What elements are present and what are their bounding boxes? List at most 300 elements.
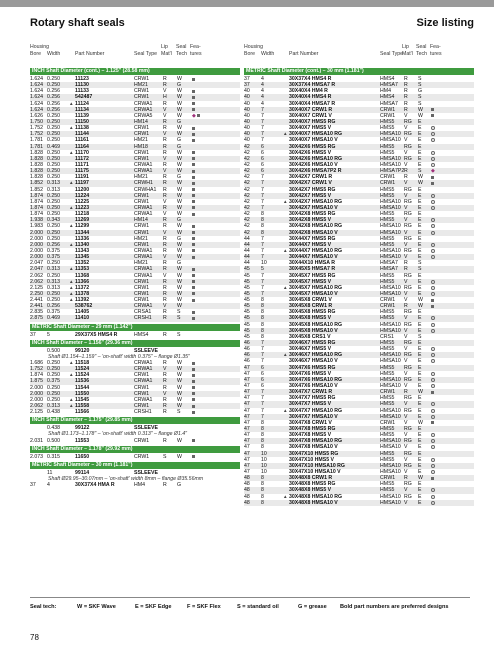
cell-bore: 42: [244, 211, 250, 218]
feature-circle-icon: [431, 231, 435, 235]
cell-lip-material: V: [404, 192, 408, 199]
top-bar: [0, 0, 494, 7]
cell-part-number: 11336: [75, 235, 90, 242]
header-seal-type: Seal Type: [380, 51, 403, 57]
cell-seal-type: HMSA10: [380, 462, 401, 469]
cell-part-number: 30X42X6 HMSA10 RG: [289, 155, 343, 162]
feature-square-icon: [192, 455, 195, 458]
feature-circle-icon: [431, 323, 435, 327]
cell-part-number: 30X45X7 HMS5 RG: [289, 272, 336, 279]
preferred-triangle-icon: ▲: [283, 198, 288, 204]
cell-seal-tech: G: [418, 88, 423, 95]
cell-part-number: 30X45X8 HMSA10 V: [289, 327, 338, 334]
cell-width: 0.250: [47, 112, 60, 119]
cell-lip-material: RG: [404, 247, 412, 254]
cell-bore: 1.828: [30, 174, 43, 181]
cell-bore: 46: [244, 358, 250, 365]
cell-bore: 42: [244, 161, 250, 168]
legend-label: Seal tech:: [30, 604, 57, 610]
cell-width: 8: [261, 493, 264, 500]
feature-square-icon: [192, 213, 195, 216]
feature-square-icon: [192, 108, 195, 111]
shaft-note: Shaft Ø1.173–1.178" – 'on-shaft' width 0.313" – flange Ø1.4": [48, 431, 188, 438]
cell-lip-material: R: [404, 82, 408, 89]
cell-part-number: 30X48X8 HMSA10 RG: [289, 493, 343, 500]
feature-circle-icon: [431, 347, 435, 351]
cell-lip-material: V: [404, 487, 408, 494]
cell-part-number: 11223: [75, 204, 90, 211]
cell-seal-tech: E: [418, 364, 422, 371]
cell-bore: 2.000: [30, 241, 43, 248]
cell-bore: 1.874: [30, 372, 43, 379]
cell-lip-material: R: [163, 284, 167, 291]
cell-part-number: 11124: [75, 100, 89, 107]
cell-bore: 2.031: [30, 437, 43, 444]
cell-seal-type: HMSA10: [380, 413, 401, 420]
cell-seal-type: HMS4: [380, 76, 395, 82]
cell-seal-type: HMSA10: [380, 161, 401, 168]
cell-seal-tech: E: [418, 241, 422, 248]
feature-circle-icon: [431, 470, 435, 474]
cell-seal-type: HM21: [134, 174, 148, 181]
cell-width: 4: [261, 76, 264, 82]
cell-bore: 1.938: [30, 217, 43, 224]
cell-seal-type: CRW1: [134, 76, 150, 82]
cell-seal-type: CRW1: [380, 297, 396, 304]
header-features: Fea-: [190, 44, 201, 50]
cell-seal-type: CRSH1: [134, 315, 152, 322]
cell-seal-tech: E: [418, 444, 422, 451]
cell-part-number: 11410: [75, 315, 90, 322]
header-width: Width: [47, 51, 61, 57]
cell-seal-tech: W: [177, 211, 182, 218]
feature-square-icon: [192, 317, 195, 320]
cell-width: 5: [261, 266, 264, 273]
cell-seal-type: CRW1: [134, 390, 150, 397]
cell-lip-material: V: [163, 198, 167, 205]
feature-square-icon: [192, 151, 195, 154]
cell-bore: 48: [244, 499, 250, 506]
feature-circle-icon: [431, 151, 435, 155]
preferred-triangle-icon: ▲: [69, 284, 74, 290]
right-table-body: [244, 68, 474, 506]
cell-width: 7: [261, 407, 264, 414]
cell-bore: 1.752: [30, 125, 43, 132]
cell-part-number: 30X44X7 HMSA10 RG: [289, 247, 343, 254]
feature-square-icon: [192, 237, 195, 240]
header-features-2: tures: [430, 51, 442, 57]
cell-width: 6: [261, 168, 264, 175]
cell-seal-tech: S: [418, 94, 422, 101]
cell-seal-tech: W: [177, 278, 182, 285]
cell-seal-type: HMS5: [380, 235, 395, 242]
cell-seal-tech: E: [418, 376, 422, 383]
cell-width: 4: [261, 94, 264, 101]
cell-seal-tech: W: [177, 290, 182, 297]
cell-width: 0.250: [47, 131, 60, 138]
cell-seal-type: CRW1: [134, 131, 150, 138]
cell-width: 8: [261, 444, 264, 451]
cell-seal-type: HMSA10: [380, 223, 401, 230]
shaft-note: Shaft Ø1.154–1.159" – 'on-shaft' width 0.375" – flange Ø1.35": [48, 353, 190, 360]
cell-part-number: 30X42X8 HMS5 V: [289, 217, 332, 224]
preferred-triangle-icon: ▲: [69, 290, 74, 296]
cell-seal-type: HMS5: [380, 340, 395, 347]
cell-seal-type: HMS5: [380, 118, 395, 125]
cell-seal-type: CRW1: [134, 384, 150, 391]
feature-square-icon: [192, 96, 195, 99]
cell-seal-tech: E: [418, 456, 422, 463]
cell-bore: 1.874: [30, 211, 43, 218]
cell-part-number: 30X42X6 HMS5 V: [289, 149, 332, 156]
cell-seal-type: CRWH1: [134, 180, 153, 187]
cell-seal-type: HMSA10: [380, 155, 401, 162]
cell-seal-tech: E: [418, 321, 422, 328]
cell-part-number: 30X47X10 HMS5 RG: [289, 450, 339, 457]
legend-grease: G = grease: [298, 604, 327, 610]
feature-square-icon: [192, 286, 195, 289]
cell-lip-material: RG: [404, 321, 412, 328]
cell-bore: 2.062: [30, 278, 43, 285]
feature-circle-icon: [431, 316, 435, 320]
cell-seal-tech: E: [418, 327, 422, 334]
cell-seal-type: HMS4: [134, 331, 149, 338]
cell-bore: 40: [244, 131, 250, 138]
cell-bore: 40: [244, 137, 250, 144]
cell-seal-type: HM14: [134, 118, 148, 125]
cell-seal-tech: W: [418, 180, 423, 187]
cell-seal-type: HMSA10: [380, 358, 401, 365]
cell-seal-tech: E: [418, 309, 422, 316]
cell-seal-type: HMS5: [380, 309, 395, 316]
cell-seal-tech: E: [418, 383, 422, 390]
cell-part-number: 11197: [75, 180, 89, 187]
cell-seal-type: CRWA1: [134, 266, 153, 273]
cell-width: 4: [261, 100, 264, 107]
cell-seal-type: HMSA10: [380, 469, 401, 475]
section-title: Size listing: [416, 17, 474, 29]
cell-part-number: 29X37X5 HMS4 R: [75, 331, 118, 338]
cell-lip-material: R: [404, 266, 408, 273]
preferred-triangle-icon: ▲: [69, 396, 74, 402]
cell-width: 7: [261, 241, 264, 248]
feature-circle-icon: [431, 501, 435, 505]
cell-part-number: 30X47X6 HMSA10 RG: [289, 376, 343, 383]
cell-lip-material: V: [163, 211, 167, 218]
cell-part-number: 30X45X7 HMS5 V: [289, 278, 332, 285]
cell-seal-type: CRW1: [134, 290, 150, 297]
cell-seal-type: HMS5: [380, 143, 395, 150]
cell-lip-material: V: [404, 112, 408, 119]
cell-bore: 46: [244, 340, 250, 347]
cell-width: 10: [261, 456, 267, 463]
cell-lip-material: V: [404, 229, 408, 236]
feature-circle-icon: [431, 409, 435, 413]
cell-lip-material: R: [163, 266, 167, 273]
cell-seal-tech: S: [418, 100, 422, 107]
page-number: 78: [30, 633, 39, 642]
cell-seal-tech: W: [177, 384, 182, 391]
cell-lip-material: RG: [404, 376, 412, 383]
feature-square-icon: [192, 268, 195, 271]
cell-seal-type: HMS5: [380, 364, 395, 371]
cell-seal-type: HMSA10: [380, 321, 401, 328]
cell-part-number: 30X47X10 HMS5 V: [289, 456, 334, 463]
cell-part-number: 11566: [75, 409, 90, 416]
cell-bore: 45: [244, 315, 250, 322]
cell-lip-material: V: [404, 370, 408, 377]
cell-seal-type: HM18: [134, 143, 148, 150]
cell-seal-type: HMSA10: [380, 198, 401, 205]
sleeve-row: [30, 425, 240, 431]
cell-seal-type: CRS1: [380, 333, 394, 340]
cell-width: 0.315: [47, 453, 60, 460]
cell-part-number: 30X37X4 HMA R: [75, 482, 115, 489]
cell-width: 8: [261, 303, 264, 310]
cell-part-number: 30X47X8 HMS5 RG: [289, 426, 336, 433]
cell-part-number: 11550: [75, 390, 90, 397]
cell-seal-type: HM21: [134, 260, 148, 267]
cell-bore: 42: [244, 198, 250, 205]
feature-circle-icon: [431, 384, 435, 388]
preferred-triangle-icon: ▲: [69, 278, 74, 284]
cell-seal-type: HMSA10: [380, 376, 401, 383]
cell-seal-tech: E: [418, 125, 422, 132]
cell-bore: 2.000: [30, 235, 43, 242]
cell-seal-tech: E: [418, 407, 422, 414]
header-housing: Housing: [244, 44, 264, 50]
cell-bore: 2.047: [30, 260, 43, 267]
cell-part-number: 30X42X8 HMSA10 RG: [289, 223, 343, 230]
cell-seal-type: HMS5: [380, 211, 395, 218]
cell-seal-tech: E: [418, 493, 422, 500]
feature-square-icon: [192, 411, 195, 414]
cell-seal-type: CRWA1: [134, 211, 153, 218]
section-band: INCH Shaft Diameter – 1.178" (29.92 mm): [30, 446, 240, 453]
header-matl: Mat'l: [402, 51, 413, 57]
cell-part-number: 30X46X7 HMS5 V: [289, 346, 332, 353]
cell-lip-material: R: [163, 223, 167, 230]
feature-circle-icon: [431, 286, 435, 290]
cell-seal-type: CRWA5: [134, 112, 153, 119]
feature-square-icon: [192, 133, 195, 136]
feature-square-icon: [192, 292, 195, 295]
cell-width: 0.250: [47, 76, 60, 82]
cell-part-number: 30X40X4 HM4 R: [289, 88, 328, 95]
cell-bore: 45: [244, 309, 250, 316]
cell-part-number: 30X47X7 HMSA10 V: [289, 413, 338, 420]
cell-part-number: 11139: [75, 112, 89, 119]
cell-seal-tech: W: [177, 94, 182, 101]
cell-bore: 1.624: [30, 100, 43, 107]
cell-seal-tech: W: [177, 284, 182, 291]
cell-width: 7: [261, 137, 264, 144]
cell-bore: 2.000: [30, 254, 43, 261]
cell-lip-material: V: [404, 297, 408, 304]
cell-width: 0.256: [47, 303, 60, 310]
cell-part-number: 30X45X7 HMSA10 V: [289, 290, 338, 297]
cell-seal-tech: E: [418, 223, 422, 230]
cell-seal-type: HMS5: [380, 149, 395, 156]
cell-seal-type: HMS4: [380, 94, 395, 101]
cell-bore: 40: [244, 112, 250, 119]
cell-seal-type: HM21: [134, 235, 148, 242]
cell-lip-material: V: [163, 88, 167, 95]
cell-seal-type: HMS5: [380, 241, 395, 248]
cell-bore: 1.875: [30, 378, 43, 385]
cell-lip-material: R: [163, 409, 167, 416]
cell-seal-tech: W: [177, 192, 182, 199]
cell-seal-tech: E: [418, 315, 422, 322]
cell-seal-type: CRW1: [134, 125, 150, 132]
feature-circle-icon: [431, 218, 435, 222]
feature-square-icon: [431, 114, 434, 117]
header-part-number: Part Number: [289, 51, 319, 57]
cell-bore: 1.624: [30, 106, 43, 113]
cell-lip-material: V: [404, 161, 408, 168]
cell-lip-material: R: [404, 88, 408, 95]
cell-width: 0.250: [47, 161, 60, 168]
cell-seal-type: HMSA10: [380, 444, 401, 451]
cell-seal-type: CRW1: [134, 94, 150, 101]
cell-part-number: 30X45X8 CRW1 R: [289, 303, 333, 310]
cell-seal-type: HMS5: [380, 217, 395, 224]
feature-square-icon: [431, 421, 434, 424]
cell-seal-type: HMS5: [380, 481, 395, 488]
feature-circle-icon: [431, 378, 435, 382]
cell-seal-type: HMSA10: [380, 407, 401, 414]
cell-seal-type: CRWA1: [134, 378, 153, 385]
cell-width: 7: [261, 284, 264, 291]
cell-seal-type: CRWA1: [134, 168, 153, 175]
cell-bore: 1.874: [30, 192, 43, 199]
feature-square-icon: [192, 182, 195, 185]
cell-bore: 1.828: [30, 155, 43, 162]
cell-width: 8: [261, 217, 264, 224]
cell-lip-material: R: [163, 437, 167, 444]
cell-lip-material: R: [404, 303, 408, 310]
cell-bore: 47: [244, 370, 250, 377]
cell-lip-material: R: [404, 389, 408, 396]
cell-seal-tech: E: [418, 413, 422, 420]
cell-width: 0.256: [47, 88, 60, 95]
cell-seal-type: CRWA1: [134, 396, 153, 403]
cell-width: 7: [261, 180, 264, 187]
cell-part-number: 11340: [75, 241, 90, 248]
legend-standard: S = standard oil: [237, 604, 279, 610]
cell-part-number: 11343: [75, 247, 90, 254]
preferred-triangle-icon: ▲: [283, 352, 288, 358]
cell-bore: 2.073: [30, 453, 43, 460]
feature-circle-icon: [431, 163, 435, 167]
cell-lip-material: R: [163, 192, 167, 199]
cell-part-number: 30X47X6 HMS5 V: [289, 370, 332, 377]
cell-part-number: 542487: [75, 94, 93, 101]
cell-width: 7: [261, 290, 264, 297]
cell-seal-tech: W: [177, 100, 182, 107]
cell-part-number: 11392: [75, 297, 90, 304]
cell-seal-tech: E: [418, 272, 422, 279]
cell-seal-type: CRW1: [380, 475, 396, 482]
cell-width: 4: [261, 82, 264, 89]
cell-width: 0.250: [47, 155, 60, 162]
cell-seal-tech: W: [177, 366, 182, 373]
cell-seal-type: SSLEEVE: [134, 425, 158, 432]
cell-width: 0.438: [47, 409, 60, 416]
cell-seal-type: HM14: [134, 217, 148, 224]
cell-seal-tech: W: [177, 88, 182, 95]
cell-seal-tech: E: [418, 290, 422, 297]
cell-bore: 47: [244, 389, 250, 396]
cell-lip-material: V: [404, 149, 408, 156]
cell-part-number: 11536: [75, 378, 90, 385]
cell-width: 0.250: [47, 192, 60, 199]
cell-bore: 1.626: [30, 112, 43, 119]
cell-part-number: 99122: [75, 425, 90, 432]
cell-seal-tech: W: [418, 106, 423, 113]
cell-bore: 45: [244, 303, 250, 310]
cell-lip-material: RG: [404, 481, 412, 488]
cell-seal-type: CRW1: [380, 303, 396, 310]
cell-seal-tech: G: [177, 118, 182, 125]
feature-square-icon: [431, 305, 434, 308]
cell-width: 0.250: [47, 118, 60, 125]
cell-lip-material: V: [404, 444, 408, 451]
cell-part-number: 11269: [75, 217, 90, 224]
cell-lip-material: R: [163, 309, 167, 316]
cell-lip-material: RG: [404, 462, 412, 469]
cell-part-number: 30X47X8 HMSA10 V: [289, 444, 338, 451]
cell-seal-type: CRWA1: [134, 247, 153, 254]
header-seal: Seal: [416, 44, 427, 50]
cell-seal-tech: E: [418, 118, 422, 125]
cell-bore: 47: [244, 376, 250, 383]
cell-lip-material: RG: [404, 352, 412, 359]
cell-width: 0.250: [47, 125, 60, 132]
cell-seal-tech: S: [177, 409, 181, 416]
cell-seal-type: HM21: [134, 137, 148, 144]
cell-part-number: 11133: [75, 88, 89, 95]
cell-seal-tech: W: [177, 360, 182, 367]
cell-seal-tech: E: [418, 481, 422, 488]
cell-lip-material: R: [404, 100, 408, 107]
cell-part-number: 11353: [75, 266, 90, 273]
cell-lip-material: RG: [404, 340, 412, 347]
cell-width: 0.250: [47, 211, 60, 218]
cell-part-number: 30X37X4 HMSA7 R: [289, 82, 336, 89]
feature-square-icon: [192, 392, 195, 395]
cell-part-number: 11558: [75, 403, 90, 410]
cell-seal-type: CRW1: [380, 180, 396, 187]
feature-circle-icon: [431, 433, 435, 437]
preferred-triangle-icon: ▲: [283, 247, 288, 253]
cell-part-number: 30X40X7 HMS5 RG: [289, 118, 336, 125]
cell-lip-material: V: [163, 229, 167, 236]
cell-part-number: 30X40X7 HMS5 V: [289, 125, 332, 132]
legend-note: Bold part numbers are preferred designs: [340, 604, 449, 610]
cell-part-number: 11218: [75, 211, 90, 218]
cell-lip-material: V: [404, 413, 408, 420]
cell-seal-tech: E: [418, 358, 422, 365]
cell-seal-tech: W: [177, 76, 182, 82]
cell-lip-material: V: [163, 254, 167, 261]
sleeve-row: [30, 470, 240, 476]
cell-part-number: 11138: [75, 125, 89, 132]
cell-seal-type: HMS5: [380, 487, 395, 494]
cell-seal-tech: W: [177, 403, 182, 410]
feature-circle-icon: [431, 488, 435, 492]
cell-seal-tech: E: [418, 211, 422, 218]
